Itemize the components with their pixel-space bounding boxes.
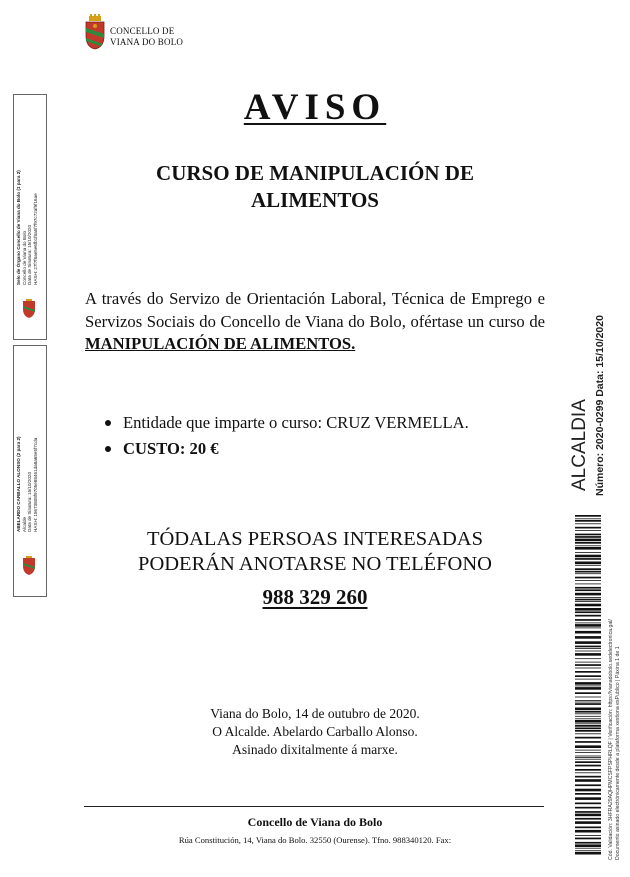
barcode-bar bbox=[575, 611, 601, 613]
barcode-bar bbox=[575, 646, 601, 648]
barcode-bar bbox=[575, 716, 601, 717]
intro-paragraph bbox=[85, 288, 545, 356]
barcode-bar bbox=[575, 619, 601, 621]
barcode-bar bbox=[575, 803, 601, 805]
barcode-bar bbox=[575, 797, 601, 800]
barcode-bar bbox=[575, 515, 601, 517]
barcode-bar bbox=[575, 599, 601, 601]
barcode-bar bbox=[575, 682, 601, 685]
barcode-bar bbox=[575, 615, 601, 617]
signature-stamp-seal bbox=[13, 94, 47, 340]
barcode-bar bbox=[575, 562, 601, 565]
organization-name bbox=[110, 26, 183, 48]
course-title-line1: CURSO DE MANIPULACIÓN DE bbox=[156, 161, 474, 185]
barcode-bar bbox=[575, 821, 601, 824]
stamp-text bbox=[16, 436, 38, 532]
barcode-bar bbox=[575, 539, 601, 542]
barcode-bar bbox=[575, 776, 601, 778]
barcode-bar bbox=[575, 568, 601, 570]
barcode-bar bbox=[575, 850, 601, 851]
barcode-bar bbox=[575, 703, 601, 705]
footer-address: Rúa Constitución, 14, Viana do Bolo. 32550 (Ourense). Tfno. 988340120. Fax: bbox=[178, 835, 452, 845]
stamp-line: Alcalde bbox=[21, 516, 27, 532]
barcode-bar bbox=[575, 608, 601, 611]
barcode-bar bbox=[575, 664, 601, 666]
barcode-bar bbox=[575, 848, 601, 849]
barcode-bar bbox=[575, 584, 601, 585]
contact-line2: PODERÁN ANOTARSE NO TELÉFONO bbox=[138, 553, 492, 575]
barcode-bar bbox=[575, 527, 601, 529]
stamp-text bbox=[16, 170, 38, 285]
barcode-bar bbox=[575, 737, 601, 739]
barcode-bar bbox=[575, 827, 601, 829]
barcode-bar bbox=[575, 784, 601, 786]
barcode-bar bbox=[575, 807, 601, 809]
barcode-bar bbox=[575, 713, 601, 714]
barcode-bar bbox=[575, 552, 601, 553]
barcode-bar bbox=[575, 624, 601, 627]
bullet-icon bbox=[105, 446, 111, 452]
barcode-bar bbox=[575, 518, 601, 519]
barcode-bar bbox=[575, 658, 601, 659]
barcode-bar bbox=[575, 545, 601, 546]
footer-divider bbox=[84, 806, 544, 807]
registry-number-date: Número: 2020-0299 Data: 15/10/2020 bbox=[594, 315, 606, 496]
barcode-bar bbox=[575, 675, 601, 677]
barcode-bar bbox=[575, 628, 601, 629]
barcode-bar bbox=[575, 793, 601, 795]
barcode-bar bbox=[575, 593, 601, 596]
barcode-bar bbox=[575, 687, 601, 690]
bullet-icon bbox=[105, 420, 111, 426]
barcode-bar bbox=[575, 648, 601, 649]
phone-number-text: 988 329 260 bbox=[262, 585, 368, 609]
notice-title-text: AVISO bbox=[243, 87, 387, 128]
validation-code: Cód. Validación: 3HFRA29AQHPMCSFPSPHRLQF | Verificación: https://vianadobolo.sedelectronica.gal/ bbox=[608, 619, 614, 860]
barcode-bar bbox=[575, 555, 601, 558]
intro-text: A través do Servizo de Orientación Laboral, Técnica de Emprego e Servizos Sociais do Concello de Viana do Bolo, ofértase un curso de bbox=[85, 289, 545, 331]
registry-department: ALCALDIA bbox=[569, 399, 590, 491]
barcode-bar bbox=[575, 811, 601, 813]
barcode-bar bbox=[575, 636, 601, 639]
contact-instructions bbox=[0, 527, 630, 577]
org-name-line2: VIANA DO BOLO bbox=[110, 37, 184, 47]
list-item bbox=[103, 410, 543, 436]
barcode-bar bbox=[575, 571, 601, 573]
barcode-bar bbox=[575, 697, 601, 698]
barcode-bar bbox=[575, 708, 601, 711]
place-date: Viana do Bolo, 14 de outubro de 2020. bbox=[210, 706, 420, 721]
signature-note: Asinado dixitalmente á marxe. bbox=[232, 742, 398, 757]
document-note: Documento asinado electrónicamente desde a plataforma xestiona esPublico | Páxina 1 de 1 bbox=[615, 646, 621, 860]
barcode-bar bbox=[575, 577, 601, 579]
stamp-line: HASH: 15673808f9705e88461da8a65e5f7cda bbox=[32, 437, 38, 532]
org-name-line1: CONCELLO DE bbox=[110, 26, 175, 36]
barcode-bar bbox=[575, 573, 601, 574]
barcode-bar bbox=[575, 604, 601, 607]
barcode-bar bbox=[575, 530, 601, 531]
barcode-bar bbox=[575, 520, 601, 522]
barcode-bar bbox=[575, 818, 601, 820]
barcode-bar bbox=[575, 534, 601, 536]
barcode-bar bbox=[575, 761, 601, 763]
barcode-bar bbox=[575, 662, 601, 663]
barcode-bar bbox=[575, 523, 601, 524]
barcode-bar bbox=[575, 692, 601, 694]
barcode-bar bbox=[575, 623, 601, 624]
phone-number bbox=[0, 585, 630, 610]
barcode-bar bbox=[575, 741, 601, 743]
barcode-bar bbox=[575, 679, 601, 680]
barcode-bar bbox=[575, 728, 601, 730]
barcode-bar bbox=[575, 723, 601, 724]
barcode-bar bbox=[575, 765, 601, 767]
barcode-bar bbox=[575, 733, 601, 734]
barcode-bar bbox=[575, 779, 601, 782]
barcode-bar bbox=[575, 725, 601, 727]
barcode-bar bbox=[575, 580, 601, 581]
contact-line1: TÓDALAS PERSOAS INTERESADAS bbox=[146, 528, 483, 550]
barcode-bar bbox=[575, 772, 601, 773]
stamp-line: Selo de Órgano Concello de Viana do Bolo (1 para 2) bbox=[16, 170, 21, 285]
barcode-bar bbox=[575, 587, 601, 589]
barcode-bar bbox=[575, 759, 601, 760]
footer-org-name: Concello de Viana do Bolo bbox=[247, 815, 383, 829]
barcode-bar bbox=[575, 536, 601, 538]
barcode-bar bbox=[575, 589, 601, 591]
barcode-bar bbox=[575, 757, 601, 758]
barcode-bar bbox=[575, 838, 601, 840]
signature-block bbox=[0, 705, 630, 759]
barcode bbox=[575, 515, 601, 855]
barcode-bar bbox=[575, 641, 601, 644]
list-item bbox=[103, 436, 543, 462]
barcode-bar bbox=[575, 686, 601, 687]
barcode-bar bbox=[575, 718, 601, 719]
stamp-line: Concello de Viana do Bolo bbox=[21, 230, 27, 285]
barcode-bar bbox=[575, 631, 601, 634]
barcode-bar bbox=[575, 668, 601, 669]
coat-of-arms-icon bbox=[84, 14, 106, 50]
barcode-bar bbox=[575, 814, 601, 817]
barcode-bar bbox=[575, 830, 601, 833]
course-title-line2: ALIMENTOS bbox=[251, 188, 379, 212]
stamp-line: Data de Sinatura: 15/10/2020 bbox=[27, 471, 33, 532]
barcode-bar bbox=[575, 601, 601, 602]
barcode-bar bbox=[575, 720, 601, 723]
list-item-text: Entidade que imparte o curso: CRUZ VERMELLA. bbox=[123, 413, 469, 432]
barcode-bar bbox=[575, 558, 601, 560]
course-title bbox=[100, 160, 530, 214]
stamp-line: HASH: 27f7f8ae5e6fb1f8a5f7f97c72af9f16ae bbox=[32, 193, 38, 285]
barcode-bar bbox=[575, 700, 601, 701]
intro-highlight: MANIPULACIÓN DE ALIMENTOS. bbox=[85, 334, 356, 353]
stamp-line: Data de Sinatura: 15/10/2020 bbox=[27, 224, 33, 285]
barcode-bar bbox=[575, 752, 601, 753]
barcode-bar bbox=[575, 597, 601, 598]
course-details-list bbox=[103, 410, 543, 462]
barcode-bar bbox=[575, 844, 601, 847]
barcode-bar bbox=[575, 745, 601, 748]
barcode-bar bbox=[575, 852, 601, 855]
barcode-bar bbox=[575, 750, 601, 751]
barcode-bar bbox=[575, 542, 601, 544]
barcode-bar bbox=[575, 789, 601, 792]
notice-title bbox=[0, 86, 630, 129]
barcode-bar bbox=[575, 769, 601, 771]
barcode-bar bbox=[575, 711, 601, 713]
barcode-bar bbox=[575, 842, 601, 844]
barcode-bar bbox=[575, 756, 601, 757]
barcode-bar bbox=[575, 651, 601, 652]
stamp-line: ABELARDO CARBALLO ALONSO (2 para 2) bbox=[16, 436, 21, 532]
stamp-shield-icon bbox=[22, 299, 36, 319]
barcode-bar bbox=[575, 671, 601, 673]
list-item-text: CUSTO: 20 € bbox=[123, 439, 219, 458]
barcode-bar bbox=[575, 653, 601, 656]
barcode-bar bbox=[575, 565, 601, 566]
barcode-bar bbox=[575, 702, 601, 703]
barcode-bar bbox=[575, 835, 601, 836]
barcode-bar bbox=[575, 730, 601, 732]
barcode-bar bbox=[575, 547, 601, 550]
signer-name: O Alcalde. Abelardo Carballo Alonso. bbox=[212, 724, 418, 739]
